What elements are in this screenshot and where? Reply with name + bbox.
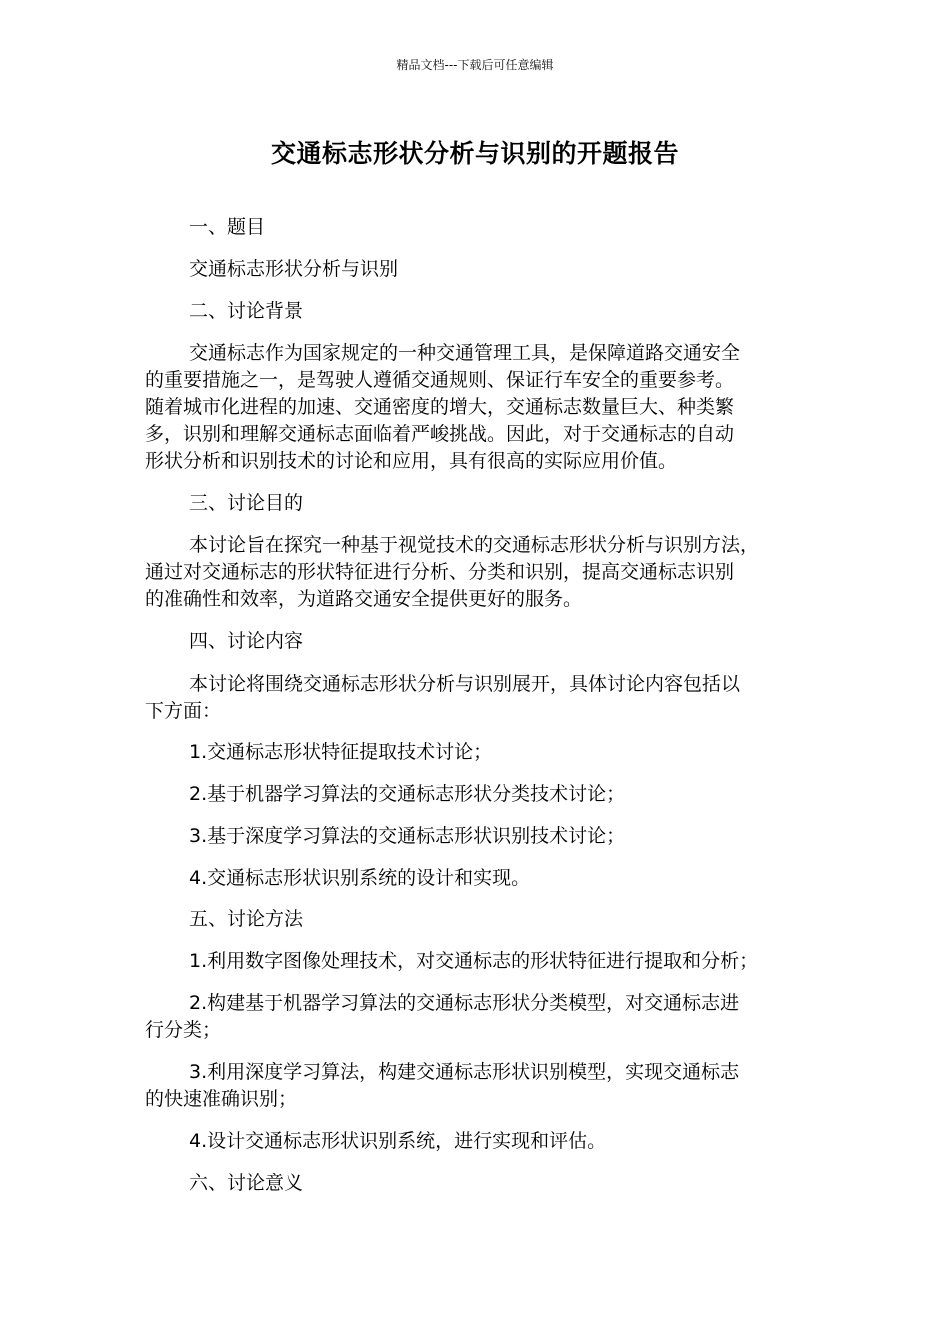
document-title: 交通标志形状分析与识别的开题报告 — [270, 139, 679, 168]
header-note: 精品文档---下载后可任意编辑 — [396, 58, 554, 72]
paragraph-line: 多，识别和理解交通标志面临着严峻挑战。因此，对于交通标志的自动 — [145, 423, 735, 445]
method-item — [145, 1059, 805, 1113]
method-item: 1.利用数字图像处理技术，对交通标志的形状特征进行提取和分析； — [189, 950, 759, 972]
paragraph-line: 3.利用深度学习算法，构建交通标志形状识别模型，实现交通标志 — [189, 1061, 740, 1083]
topic-text: 交通标志形状分析与识别 — [189, 258, 399, 280]
paragraph-line: 下方面： — [145, 700, 222, 722]
paragraph-line: 随着城市化进程的加速、交通密度的增大，交通标志数量巨大、种类繁 — [145, 396, 735, 418]
content-item: 3.基于深度学习算法的交通标志形状识别技术讨论； — [189, 825, 626, 847]
content-item: 1.交通标志形状特征提取技术讨论； — [189, 741, 493, 763]
purpose-paragraph — [145, 532, 805, 613]
section-heading-purpose: 三、讨论目的 — [189, 492, 304, 514]
paragraph-line: 形状分析和识别技术的讨论和应用，具有很高的实际应用价值。 — [145, 450, 678, 472]
section-heading-topic: 一、题目 — [189, 216, 266, 238]
background-paragraph — [145, 340, 805, 475]
content-intro-paragraph — [145, 671, 805, 725]
section-heading-content: 四、讨论内容 — [189, 630, 304, 652]
method-item — [145, 990, 805, 1044]
paragraph-line: 2.构建基于机器学习算法的交通标志形状分类模型，对交通标志进 — [189, 992, 740, 1014]
paragraph-line: 行分类； — [145, 1019, 222, 1041]
content-item: 2.基于机器学习算法的交通标志形状分类技术讨论； — [189, 783, 626, 805]
paragraph-line: 的准确性和效率，为道路交通安全提供更好的服务。 — [145, 588, 583, 610]
paragraph-line: 交通标志作为国家规定的一种交通管理工具，是保障道路交通安全 — [189, 342, 741, 364]
paragraph-line: 本讨论将围绕交通标志形状分析与识别展开，具体讨论内容包括以 — [189, 673, 741, 695]
paragraph-line: 本讨论旨在探究一种基于视觉技术的交通标志形状分析与识别方法， — [189, 534, 760, 556]
content-item: 4.交通标志形状识别系统的设计和实现。 — [189, 867, 531, 889]
paragraph-line: 的重要措施之一，是驾驶人遵循交通规则、保证行车安全的重要参考。 — [145, 369, 735, 391]
paragraph-line: 通过对交通标志的形状特征进行分析、分类和识别，提高交通标志识别 — [145, 561, 735, 583]
section-heading-methods: 五、讨论方法 — [189, 908, 304, 930]
paragraph-line: 的快速准确识别； — [145, 1088, 298, 1110]
method-item: 4.设计交通标志形状识别系统，进行实现和评估。 — [189, 1130, 607, 1152]
section-heading-significance: 六、讨论意义 — [189, 1172, 304, 1194]
section-heading-background: 二、讨论背景 — [189, 300, 304, 322]
